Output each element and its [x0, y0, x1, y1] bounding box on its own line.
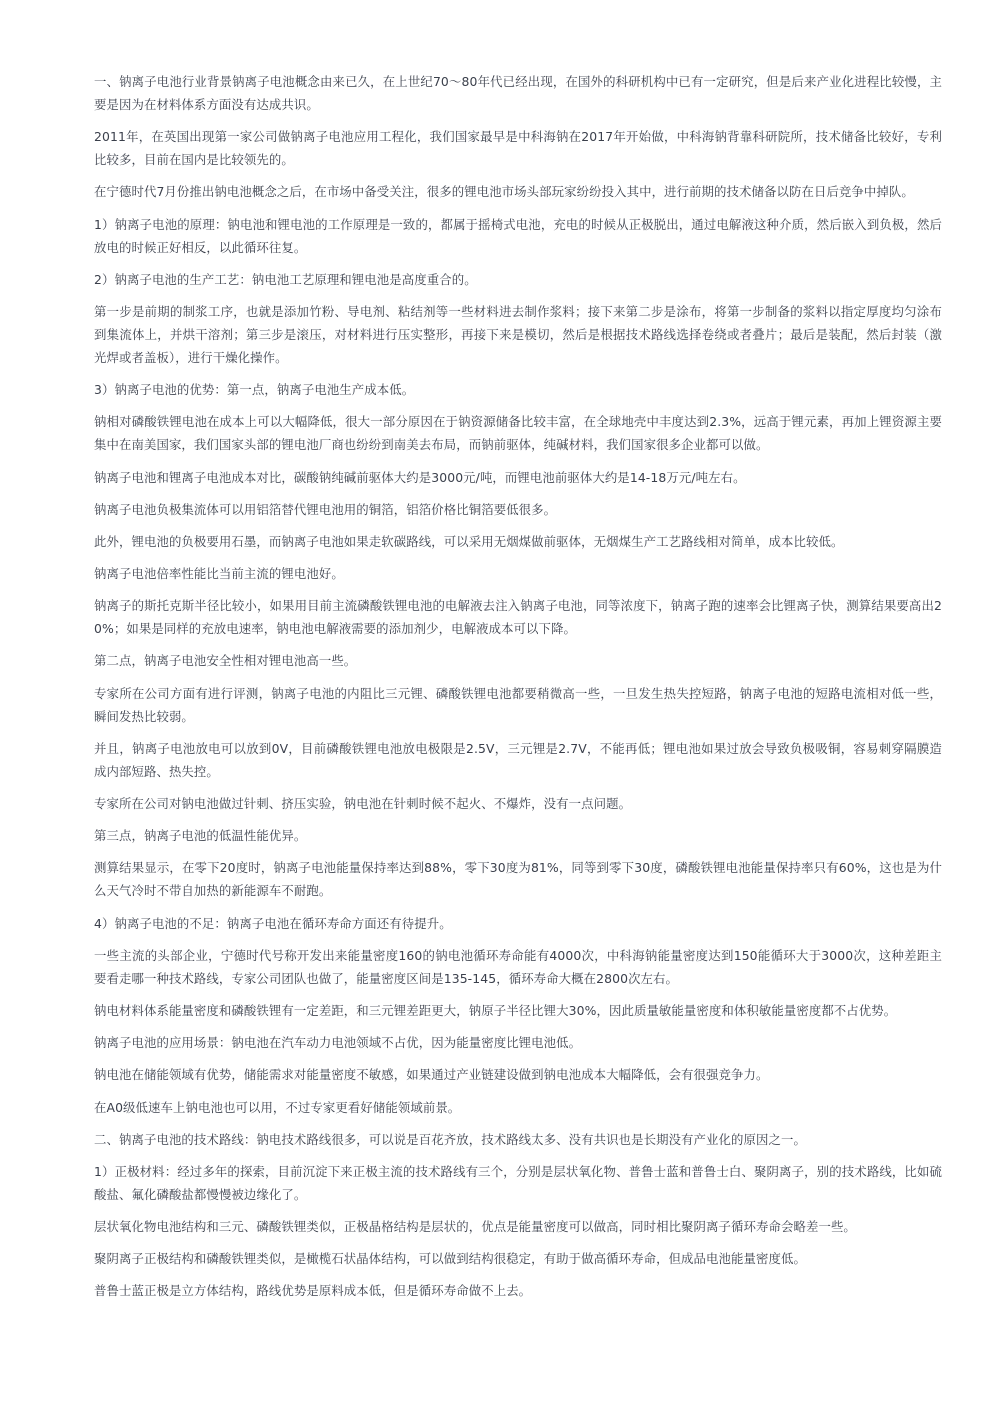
paragraph-principle: 1）钠离子电池的原理：钠电池和锂电池的工作原理是一致的，都属于摇椅式电池，充电的时候从正极脱出，通过电解液这种介质，然后嵌入到负极，然后放电的时候正好相反，以此循环往复。	[94, 216, 942, 255]
paragraph-soft-carbon: 此外，锂电池的负极要用石墨，而钠离子电池如果走软碳路线，可以采用无烟煤做前驱体，无烟煤生产工艺路线相对简单，成本比较低。	[94, 533, 844, 549]
paragraph-history-2011: 2011年，在英国出现第一家公司做钠离子电池应用工程化，我们国家最早是中科海钠在2017年开始做，中科海钠背靠科研院所，技术储备比较好，专利比较多，目前在国内是比较领先的。	[94, 129, 942, 168]
paragraph-a0-vehicles: 在A0级低速车上钠电池也可以用，不过专家更看好储能领域前景。	[94, 1099, 461, 1115]
paragraph-tech-routes-heading: 二、钠离子电池的技术路线：钠电技术路线很多，可以说是百花齐放，技术路线太多、没有共识也是长期没有产业化的原因之一。	[94, 1131, 806, 1147]
document-body	[94, 70, 942, 1312]
paragraph-nail-test: 专家所在公司对钠电池做过针刺、挤压实验，钠电池在针刺时候不起火、不爆炸，没有一点问题。	[94, 796, 632, 811]
paragraph-stokes-radius: 钠离子的斯托克斯半径比较小，如果用目前主流磷酸铁锂电池的电解液去注入钠离子电池，同等浓度下，钠离子跑的速率会比锂离子快，测算结果要高出20%；如果是同样的充放电速率，钠电池电解液需要的添加剂少，电解液成本可以下降。	[94, 598, 942, 637]
paragraph-discharge-0v: 并且，钠离子电池放电可以放到0V，目前磷酸铁锂电池放电极限是2.5V，三元锂是2.7V，不能再低；锂电池如果过放会导致负极吸铜，容易刺穿隔膜造成内部短路、热失控。	[94, 740, 942, 779]
paragraph-low-temp-heading: 第三点，钠离子电池的低温性能优异。	[94, 828, 307, 844]
paragraph-process-steps: 第一步是前期的制浆工序，也就是添加竹粉、导电剂、粘结剂等一些材料进去制作浆料；接下来第二步是涂布，将第一步制备的浆料以指定厚度均匀涂布到集流体上，并烘干溶剂；第三步是滚压，对材料进行压实整形，再接下来是模切，然后是根据技术路线选择卷绕或者叠片；最后是装配，然后封装（激光焊或者盖板），进行干燥化操作。	[94, 303, 942, 365]
paragraph-cathode-materials: 1）正极材料：经过多年的探索，目前沉淀下来正极主流的技术路线有三个，分别是层状氧化物、普鲁士蓝和普鲁士白、聚阴离子，别的技术路线，比如硫酸盐、氟化磷酸盐都慢慢被边缘化了。	[94, 1163, 942, 1202]
paragraph-low-temp-results: 测算结果显示，在零下20度时，钠离子电池能量保持率达到88%，零下30度为81%，同等到零下30度，磷酸铁锂电池能量保持率只有60%，这也是为什么天气冷时不带自加热的新能源车不耐跑。	[94, 860, 942, 899]
paragraph-cycle-life: 一些主流的头部企业，宁德时代号称开发出来能量密度160的钠电池循环寿命能有4000次，中科海钠能量密度达到150能循环大于3000次，这种差距主要看走哪一种技术路线，专家公司团队也做了，能量密度区间是135-145，循环寿命大概在2800次左右。	[94, 947, 942, 986]
paragraph-application-scenarios: 钠离子电池的应用场景：钠电池在汽车动力电池领域不占优，因为能量密度比锂电池低。	[94, 1035, 582, 1051]
paragraph-rate-performance: 钠离子电池倍率性能比当前主流的锂电池好。	[94, 566, 344, 582]
paragraph-prussian-blue: 普鲁士蓝正极是立方体结构，路线优势是原料成本低，但是循环寿命做不上去。	[94, 1283, 532, 1299]
paragraph-cost-resources: 钠相对磷酸铁锂电池在成本上可以大幅降低，很大一部分原因在于钠资源储备比较丰富，在全球地壳中丰度达到2.3%，远高于锂元素，再加上锂资源主要集中在南美国家，我们国家头部的锂电池厂商也纷纷到南美去布局，而钠前驱体，纯碱材料，我们国家很多企业都可以做。	[94, 414, 942, 453]
paragraph-catl-concept: 在宁德时代7月份推出钠电池概念之后，在市场中备受关注，很多的锂电池市场头部玩家纷纷投入其中，进行前期的技术储备以防在日后竞争中掉队。	[94, 184, 914, 200]
paragraph-cost-comparison: 钠离子电池和锂离子电池成本对比，碳酸钠纯碱前驱体大约是3000元/吨，而锂电池前驱体大约是14-18万元/吨左右。	[94, 469, 746, 485]
paragraph-layered-oxide: 层状氧化物电池结构和三元、磷酸铁锂类似，正极晶格结构是层状的，优点是能量密度可以做高，同时相比聚阴离子循环寿命会略差一些。	[94, 1219, 856, 1235]
paragraph-polyanion: 聚阴离子正极结构和磷酸铁锂类似，是橄榄石状晶体结构，可以做到结构很稳定，有助于做高循环寿命，但成品电池能量密度低。	[94, 1251, 806, 1267]
paragraph-internal-resistance: 专家所在公司方面有进行评测，钠离子电池的内阻比三元锂、磷酸铁锂电池都要稍微高一些，一旦发生热失控短路，钠离子电池的短路电流相对低一些，瞬间发热比较弱。	[94, 685, 942, 724]
paragraph-industry-background: 一、钠离子电池行业背景钠离子电池概念由来已久，在上世纪70～80年代已经出现，在国外的科研机构中已有一定研究，但是后来产业化进程比较慢，主要是因为在材料体系方面没有达成共识。	[94, 74, 942, 112]
paragraph-energy-density-gap: 钠电材料体系能量密度和磷酸铁锂有一定差距，和三元锂差距更大，钠原子半径比锂大30%，因此质量敏能量密度和体积敏能量密度都不占优势。	[94, 1002, 897, 1018]
paragraph-shortcomings-heading: 4）钠离子电池的不足：钠离子电池在循环寿命方面还有待提升。	[94, 915, 452, 931]
paragraph-process-heading: 2）钠离子电池的生产工艺：钠电池工艺原理和锂电池是高度重合的。	[94, 271, 477, 287]
paragraph-advantage-heading: 3）钠离子电池的优势：第一点，钠离子电池生产成本低。	[94, 382, 415, 398]
paragraph-energy-storage: 钠电池在储能领域有优势，储能需求对能量密度不敏感，如果通过产业链建设做到钠电池成本大幅降低，会有很强竞争力。	[94, 1067, 769, 1083]
paragraph-safety-heading: 第二点，钠离子电池安全性相对锂电池高一些。	[94, 653, 357, 669]
paragraph-aluminum-foil: 钠离子电池负极集流体可以用铝箔替代锂电池用的铜箔，铝箔价格比铜箔要低很多。	[94, 501, 557, 517]
